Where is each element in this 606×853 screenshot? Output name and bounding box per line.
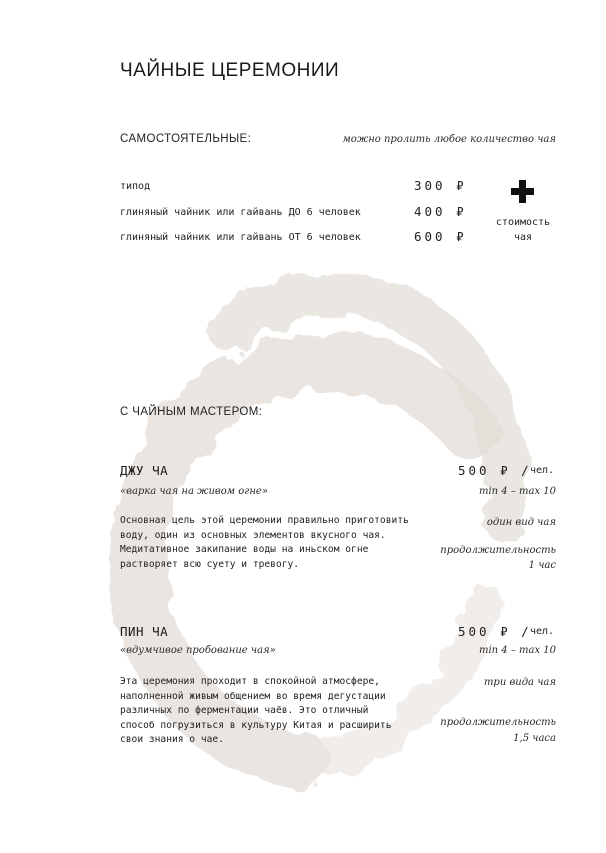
ceremony-duration: 1,5 часа	[513, 733, 556, 744]
ceremony-subtitle: «вдумчивое пробование чая»	[120, 645, 276, 656]
master-section-heading: С ЧАЙНЫМ МАСТЕРОМ:	[120, 406, 263, 418]
ceremony-price: 500 ₽ ∕	[458, 624, 532, 639]
ceremony-tea-count: три вида чая	[483, 677, 556, 688]
ceremony-duration-label: продолжительность	[440, 545, 556, 556]
ceremony-duration: 1 час	[528, 560, 556, 571]
ceremony-name: ДЖУ ЧА	[120, 463, 169, 478]
self-row-price: 600 ₽	[414, 229, 467, 244]
ceremony-minmax: min 4 – max 10	[478, 645, 556, 656]
ceremony-per: чел.	[530, 626, 555, 637]
self-section-note: можно пролить любое количество чая	[342, 134, 556, 145]
self-row-label: глиняный чайник или гайвань ОТ 6 человек	[120, 232, 361, 243]
ceremony-duration-label: продолжительность	[440, 717, 556, 728]
plus-note	[487, 215, 559, 245]
self-row-price: 300 ₽	[414, 178, 467, 193]
ceremony-per: чел.	[530, 465, 555, 476]
self-row-label: типод	[120, 181, 151, 192]
ceremony-tea-count: один вид чая	[486, 517, 556, 528]
plus-note-line2: чая	[513, 232, 533, 243]
ceremony-subtitle: «варка чая на живом огне»	[120, 486, 268, 497]
plus-icon	[511, 180, 534, 203]
ceremony-description: Основная цель этой церемонии правильно приготовить воду, один из основных элементов вкусного чая. Медитативное закипание воды на иньском огне растворяет всю суету и тревогу.	[120, 515, 409, 570]
ceremony-price: 500 ₽ ∕	[458, 463, 532, 478]
self-row-price: 400 ₽	[414, 204, 467, 219]
ceremony-name: ПИН ЧА	[120, 624, 169, 639]
self-section-heading: САМОСТОЯТЕЛЬНЫЕ:	[120, 133, 252, 145]
self-row-label: глиняный чайник или гайвань ДО 6 человек	[120, 207, 361, 218]
page-title: ЧАЙНЫЕ ЦЕРЕМОНИИ	[120, 60, 340, 81]
plus-note-line1: стоимость	[495, 217, 551, 228]
ceremony-minmax: min 4 – max 10	[478, 486, 556, 497]
ceremony-description: Эта церемония проходит в спокойной атмосфере, наполненной живым общением во время дегустации различных по ферментации чаёв. Это отличный способ погрузиться в культуру Китая и расширить свои знания о чае.	[120, 676, 392, 745]
